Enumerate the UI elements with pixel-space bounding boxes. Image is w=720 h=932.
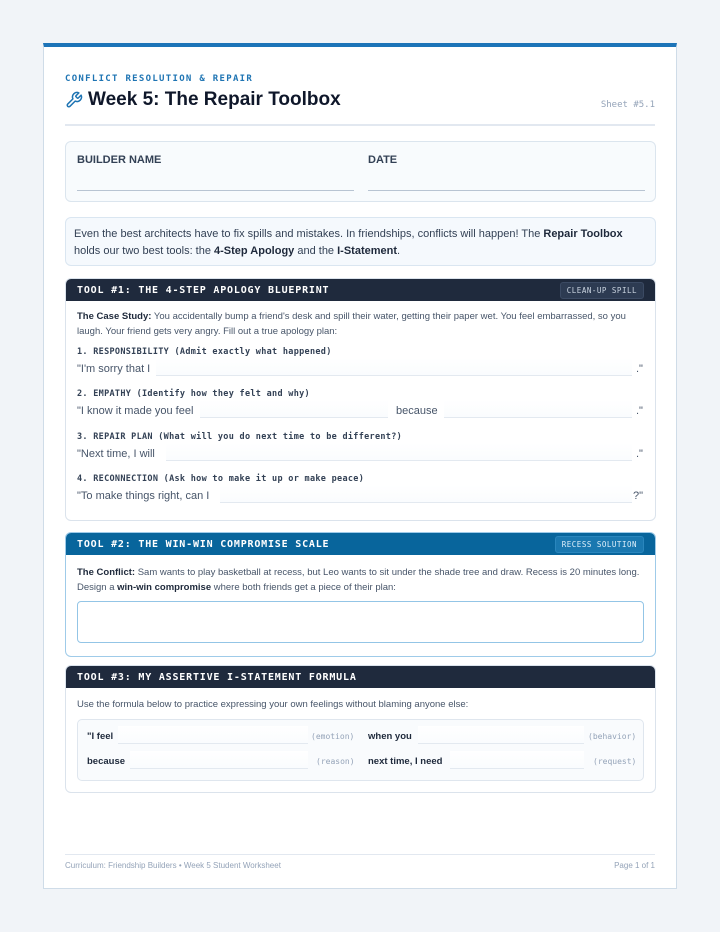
- builder-name-label: BUILDER NAME: [77, 154, 162, 166]
- step4-lead: "To make things right, can I: [77, 490, 210, 502]
- step3-label: 3. REPAIR PLAN (What will you do next time to be different?): [77, 432, 403, 442]
- tool1-title: TOOL #1: THE 4-STEP APOLOGY BLUEPRINT: [77, 284, 330, 296]
- tool2-badge: RECESS SOLUTION: [555, 536, 644, 553]
- footer-curriculum: Curriculum: Friendship Builders • Week 5 Student Worksheet: [65, 861, 281, 870]
- intro-text: .: [397, 245, 401, 257]
- footer-page-number: Page 1 of 1: [614, 861, 655, 870]
- sheet-number: Sheet #5.1: [600, 100, 655, 110]
- worksheet-page: [43, 43, 677, 889]
- step3-end: .": [636, 448, 643, 460]
- formula-feel-label: "I feel: [87, 731, 114, 742]
- step4-blank[interactable]: [220, 485, 632, 503]
- tool1-header: [66, 279, 655, 301]
- eyebrow-label: CONFLICT RESOLUTION & REPAIR: [65, 74, 254, 84]
- tool2-title: TOOL #2: THE WIN-WIN COMPROMISE SCALE: [77, 538, 330, 550]
- formula-because-blank[interactable]: [130, 751, 308, 769]
- step2-label: 2. EMPATHY (Identify how they felt and why): [77, 389, 310, 399]
- intro-bold-i-statement: I-Statement: [337, 245, 398, 257]
- wrench-icon: [65, 91, 83, 109]
- formula-when-label: when you: [368, 731, 412, 742]
- formula-because-hint: (reason): [316, 757, 355, 766]
- formula-feel-hint: (emotion): [311, 732, 355, 741]
- conflict-label: The Conflict:: [77, 567, 136, 578]
- header-divider: [65, 124, 655, 126]
- tool3-intro: Use the formula below to practice expressing your own feelings without blaming anyone else:: [77, 699, 469, 710]
- tool2-card: [65, 532, 656, 657]
- case-study-label: The Case Study:: [77, 311, 152, 322]
- date-field[interactable]: [368, 190, 645, 191]
- step4-label: 4. RECONNECTION (Ask how to make it up or make peace): [77, 474, 365, 484]
- date-label: DATE: [368, 154, 398, 166]
- step2-mid: because: [396, 405, 438, 417]
- conflict-text: Sam wants to play basketball at recess, but Leo wants to sit under the shade tree and draw. Recess is 20 minutes long. Design a: [77, 567, 640, 593]
- builder-name-field[interactable]: [77, 190, 354, 191]
- tool3-title: TOOL #3: MY ASSERTIVE I-STATEMENT FORMULA: [77, 671, 357, 683]
- step2-blank-feeling[interactable]: [200, 400, 388, 418]
- tool2-conflict: [77, 565, 644, 595]
- step3-lead: "Next time, I will: [77, 448, 155, 460]
- tool3-header: [66, 666, 655, 688]
- tool1-case-study: [77, 309, 644, 339]
- compromise-answer-box[interactable]: [77, 601, 644, 643]
- formula-when-hint: (behavior): [588, 732, 637, 741]
- intro-text: holds our two best tools: the: [74, 245, 215, 257]
- step1-blank[interactable]: [156, 358, 632, 376]
- step1-lead: "I'm sorry that I: [77, 363, 151, 375]
- tool3-card: [65, 665, 656, 793]
- step2-lead: "I know it made you feel: [77, 405, 194, 417]
- tool1-card: [65, 278, 656, 521]
- step2-end: .": [636, 405, 643, 417]
- intro-callout: [65, 217, 656, 266]
- conflict-bold: win-win compromise: [117, 582, 212, 593]
- intro-text: Even the best architects have to fix spills and mistakes. In friendships, conflicts will happen! The: [74, 228, 544, 240]
- i-statement-formula: [77, 719, 644, 781]
- formula-because-label: because: [87, 756, 126, 767]
- page-footer: [65, 854, 655, 870]
- page-title: [65, 89, 341, 111]
- tool2-header: [66, 533, 655, 555]
- step3-blank[interactable]: [166, 443, 632, 461]
- intro-text: and the: [294, 245, 338, 257]
- step1-end: .": [636, 363, 643, 375]
- step4-end: ?": [633, 490, 644, 502]
- step1-label: 1. RESPONSIBILITY (Admit exactly what happened): [77, 347, 332, 357]
- step2-blank-reason[interactable]: [444, 400, 632, 418]
- intro-bold-apology: 4-Step Apology: [214, 245, 295, 257]
- tool1-badge: CLEAN-UP SPILL: [560, 282, 644, 299]
- student-info-box: [65, 141, 656, 202]
- formula-feel-blank[interactable]: [118, 726, 308, 744]
- formula-when-blank[interactable]: [418, 726, 584, 744]
- formula-need-hint: (request): [593, 757, 637, 766]
- page-title-text: Week 5: The Repair Toolbox: [88, 89, 341, 110]
- intro-bold-repair-toolbox: Repair Toolbox: [543, 228, 623, 240]
- conflict-text: where both friends get a piece of their plan:: [211, 582, 396, 593]
- case-study-text: You accidentally bump a friend's desk and spill their water, getting their paper wet. You feel embarrassed, so you laugh. Your friend gets very angry. Fill out a true apology plan:: [77, 311, 626, 337]
- formula-need-blank[interactable]: [450, 751, 584, 769]
- formula-need-label: next time, I need: [368, 756, 443, 767]
